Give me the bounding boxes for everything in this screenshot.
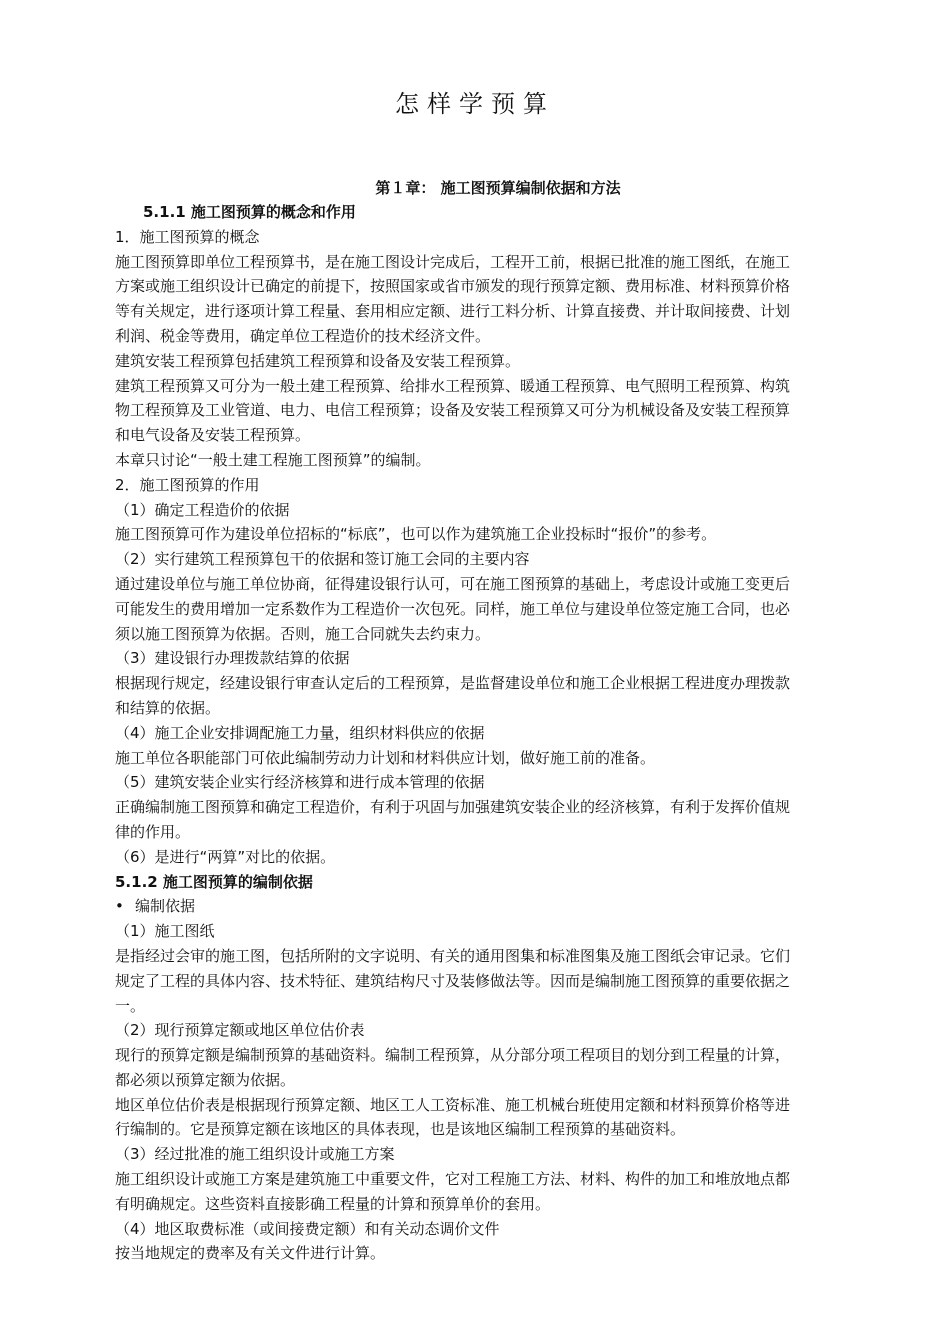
paragraph-line: 施工组织设计或施工方案是建筑施工中重要文件，它对工程施工方法、材料、构件的加工和堆放地点都 (115, 1170, 791, 1189)
document-body (115, 200, 870, 1266)
subsection-heading: 1．施工图预算的概念 (115, 227, 260, 246)
paragraph-line: 按当地规定的费率及有关文件进行计算。 (115, 1244, 386, 1263)
section-heading: 5.1.1 施工图预算的概念和作用 (143, 203, 356, 221)
paragraph-line: 根据现行规定，经建设银行审查认定后的工程预算，是监督建设单位和施工企业根据工程进度办理拨款 (115, 674, 791, 693)
paragraph-line: 物工程预算及工业管道、电力、电信工程预算；设备及安装工程预算又可分为机械设备及安装工程预算 (115, 401, 791, 420)
paragraph-line: 和结算的依据。 (115, 698, 221, 717)
item-heading: （5）建筑安装企业实行经济核算和进行成本管理的依据 (115, 773, 485, 792)
paragraph-line: 方案或施工组织设计已确定的前提下，按照国家或省市颁发的现行预算定额、费用标准、材料预算价格 (115, 277, 791, 296)
paragraph-line: 建筑安装工程预算包括建筑工程预算和设备及安装工程预算。 (115, 351, 521, 370)
paragraph-line: 都必须以预算定额为依据。 (115, 1070, 296, 1089)
item-heading: （6）是进行“两算”对比的依据。 (115, 847, 336, 866)
paragraph-line: 等有关规定，进行逐项计算工程量、套用相应定额、进行工料分析、计算直接费、并计取间接费、计划 (115, 302, 791, 321)
chapter-heading: 第１章： 施工图预算编制依据和方法 (375, 179, 621, 197)
paragraph-line: 有明确规定。这些资料直接影确工程量的计算和预算单价的套用。 (115, 1194, 551, 1213)
paragraph-line: 可能发生的费用增加一定系数作为工程造价一次包死。同样，施工单位与建设单位签定施工合同，也必 (115, 599, 791, 618)
item-heading: （1）施工图纸 (115, 922, 215, 941)
bullet-icon: • (115, 897, 124, 916)
paragraph-line: 是指经过会审的施工图，包括所附的文字说明、有关的通用图集和标准图集及施工图纸会审记录。它们 (115, 946, 791, 965)
document-title: 怎样学预算 (395, 90, 555, 118)
paragraph-line: 一。 (115, 996, 146, 1015)
item-heading: （4）地区取费标准（或间接费定额）和有关动态调价文件 (115, 1219, 500, 1238)
paragraph-line: 地区单位估价表是根据现行预算定额、地区工人工资标准、施工机械台班使用定额和材料预算价格等进 (115, 1095, 791, 1114)
paragraph-line: 须以施工图预算为依据。否则，施工合同就失去约束力。 (115, 624, 491, 643)
paragraph-line: 施工单位各职能部门可依此编制劳动力计划和材料供应计划，做好施工前的准备。 (115, 748, 656, 767)
paragraph-line: 和电气设备及安装工程预算。 (115, 426, 311, 445)
section-heading: 5.1.2 施工图预算的编制依据 (115, 872, 313, 891)
paragraph-line: 本章只讨论“一般土建工程施工图预算”的编制。 (115, 450, 431, 469)
paragraph-line: 施工图预算可作为建设单位招标的“标底”，也可以作为建筑施工企业投标时“报价”的参考。 (115, 525, 717, 544)
paragraph-line: 建筑工程预算又可分为一般土建工程预算、给排水工程预算、暖通工程预算、电气照明工程预算、构筑 (115, 376, 791, 395)
item-heading: （2）现行预算定额或地区单位估价表 (115, 1021, 365, 1040)
paragraph-line: 行编制的。它是预算定额在该地区的具体表现，也是该地区编制工程预算的基础资料。 (115, 1120, 686, 1139)
bullet-label: 编制依据 (135, 897, 196, 916)
item-heading: （1）确定工程造价的依据 (115, 500, 290, 519)
subsection-heading: 2．施工图预算的作用 (115, 475, 260, 494)
paragraph-line: 施工图预算即单位工程预算书，是在施工图设计完成后，工程开工前，根据已批准的施工图纸，在施工 (115, 252, 791, 271)
paragraph-line: 正确编制施工图预算和确定工程造价，有利于巩固与加强建筑安装企业的经济核算，有利于发挥价值规 (115, 798, 791, 817)
paragraph-line: 通过建设单位与施工单位协商，征得建设银行认可，可在施工图预算的基础上，考虑设计或施工变更后 (115, 574, 791, 593)
item-heading: （4）施工企业安排调配施工力量，组织材料供应的依据 (115, 723, 485, 742)
paragraph-line: 现行的预算定额是编制预算的基础资料。编制工程预算，从分部分项工程项目的划分到工程量的计算， (115, 1046, 791, 1065)
item-heading: （2）实行建筑工程预算包干的依据和签订施工会同的主要内容 (115, 550, 530, 569)
item-heading: （3）建设银行办理拨款结算的依据 (115, 649, 350, 668)
bullet-item (115, 894, 870, 919)
paragraph-line: 规定了工程的具体内容、技术特征、建筑结构尺寸及装修做法等。因而是编制施工图预算的重要依据之 (115, 971, 791, 990)
paragraph-line: 律的作用。 (115, 822, 191, 841)
item-heading: （3）经过批准的施工组织设计或施工方案 (115, 1145, 395, 1164)
paragraph-line: 利润、税金等费用，确定单位工程造价的技术经济文件。 (115, 326, 491, 345)
